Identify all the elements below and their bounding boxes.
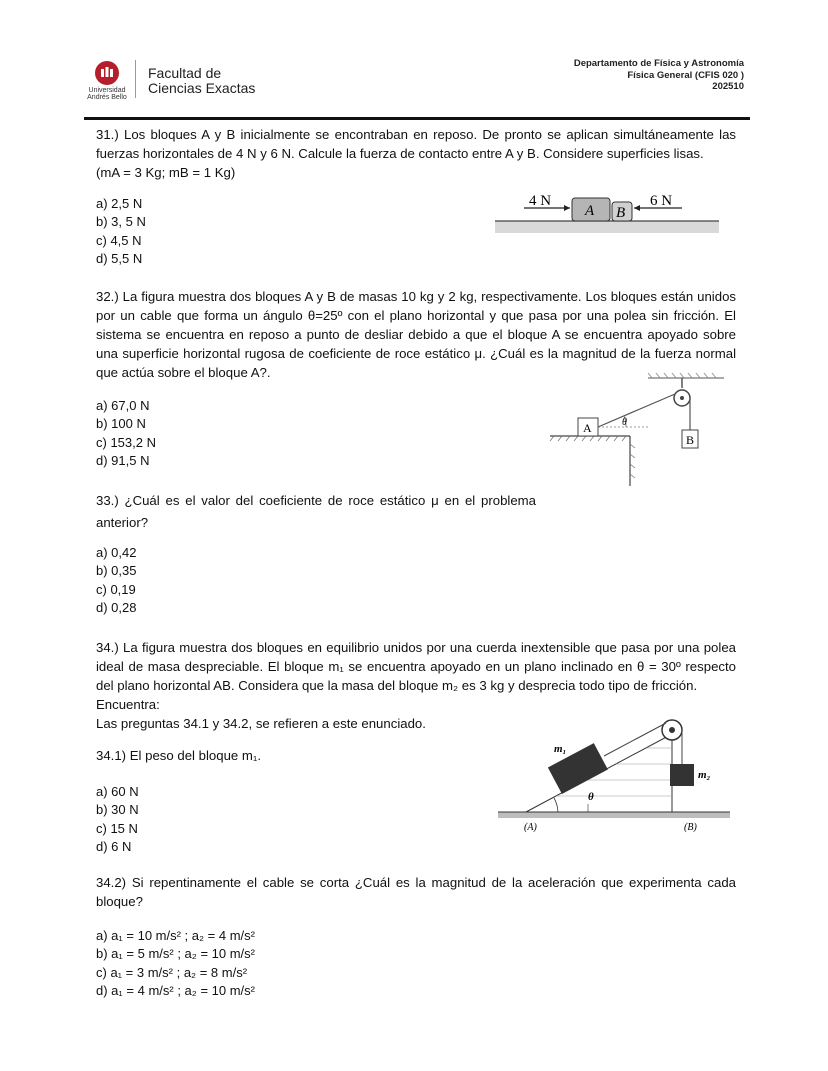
figure-31-force-left: 4 N (529, 193, 552, 209)
figure-31-label-a: A (585, 203, 595, 219)
figure-32-angle: θ (622, 417, 627, 428)
course-info: Departamento de Física y Astronomía Física General (CFIS 020 ) 202510 (573, 58, 744, 92)
university-name: Universidad Andrés Bello (87, 87, 127, 101)
question-31: 31.) Los bloques A y B inicialmente se encontraban en reposo. De pronto se aplican simultáneamente las fuerzas horizontales de 4 N y 6 N. Calcule la fuerza de contacto entre A y B. Considere superficies lisas. (mA = 3 Kg; mB = 1 Kg) (96, 127, 736, 180)
figure-32-label-a: A (583, 421, 592, 435)
figure-31-label-b: B (616, 205, 626, 221)
question-31-masses: (mA = 3 Kg; mB = 1 Kg) (96, 165, 236, 180)
figure-34-label-b: (B) (684, 822, 697, 833)
figure-34-label-a: (A) (524, 822, 537, 833)
question-34-2: 34.2) Si repentinamente el cable se corta ¿Cuál es la magnitud de la aceleración que experimenta cada bloque? (96, 875, 736, 909)
question-32: 32.) La figura muestra dos bloques A y B de masas 10 kg y 2 kg, respectivamente. Los bloques están unidos por un cable que forma un ángulo θ=25º con el plano horizontal y que pasa por una polea sin fricción. El sistema se encuentra en reposo a punto de desliar debido a que el bloque A se encuentra apoyado sobre una superficie horizontal rugosa de coeficiente de roce estático μ. ¿Cuál es la magnitud de la fuerza normal que actúa sobre el bloque A?. (96, 289, 736, 380)
header-rule (84, 117, 750, 120)
question-34-2-options: a) a₁ = 10 m/s² ; a₂ = 4 m/s² b) a₁ = 5 m/s² ; a₂ = 10 m/s² c) a₁ = 3 m/s² ; a₂ = 8 m/s² d) a₁ = 4 m/s² ; a₂ = 10 m/s² (96, 928, 255, 998)
question-34-note: Las preguntas 34.1 y 34.2, se refieren a este enunciado. (96, 716, 426, 731)
question-32-options: a) 67,0 N b) 100 N c) 153,2 N d) 91,5 N (96, 398, 156, 468)
figure-31-force-right: 6 N (650, 193, 673, 209)
question-33: 33.) ¿Cuál es el valor del coeficiente de roce estático μ en el problema anterior? (96, 493, 536, 530)
figure-34-label-m1: m₁ (554, 743, 567, 755)
figure-34-label-m2: m₂ (698, 769, 711, 781)
figure-34-incline (496, 712, 736, 838)
university-logo (94, 60, 120, 86)
figure-32-label-b: B (686, 433, 695, 447)
figure-32-pulley (548, 370, 728, 490)
question-34-encuentra: Encuentra: (96, 697, 160, 712)
question-34: 34.) La figura muestra dos bloques en equilibrio unidos por una cuerda inextensible que pasa por una polea ideal de masa despreciable. El bloque m₁ se encuentra apoyado en un plano inclinado en θ = 30º respecto del plano horizontal AB. Considera que la masa del bloque m₂ es 3 kg y desprecia todo tipo de fricción. Encuentra: Las preguntas 34.1 y 34.2, se refieren a este enunciado. (96, 640, 736, 731)
question-34-1: 34.1) El peso del bloque m₁. (96, 748, 261, 763)
question-31-options: a) 2,5 N b) 3, 5 N c) 4,5 N d) 5,5 N (96, 196, 146, 266)
question-34-1-options: a) 60 N b) 30 N c) 15 N d) 6 N (96, 784, 139, 854)
question-33-options: a) 0,42 b) 0,35 c) 0,19 d) 0,28 (96, 545, 137, 615)
header-separator (135, 60, 136, 98)
figure-31-blocks (492, 188, 722, 238)
figure-34-angle: θ (588, 791, 594, 803)
faculty-name: Facultad de Ciencias Exactas (148, 65, 256, 96)
